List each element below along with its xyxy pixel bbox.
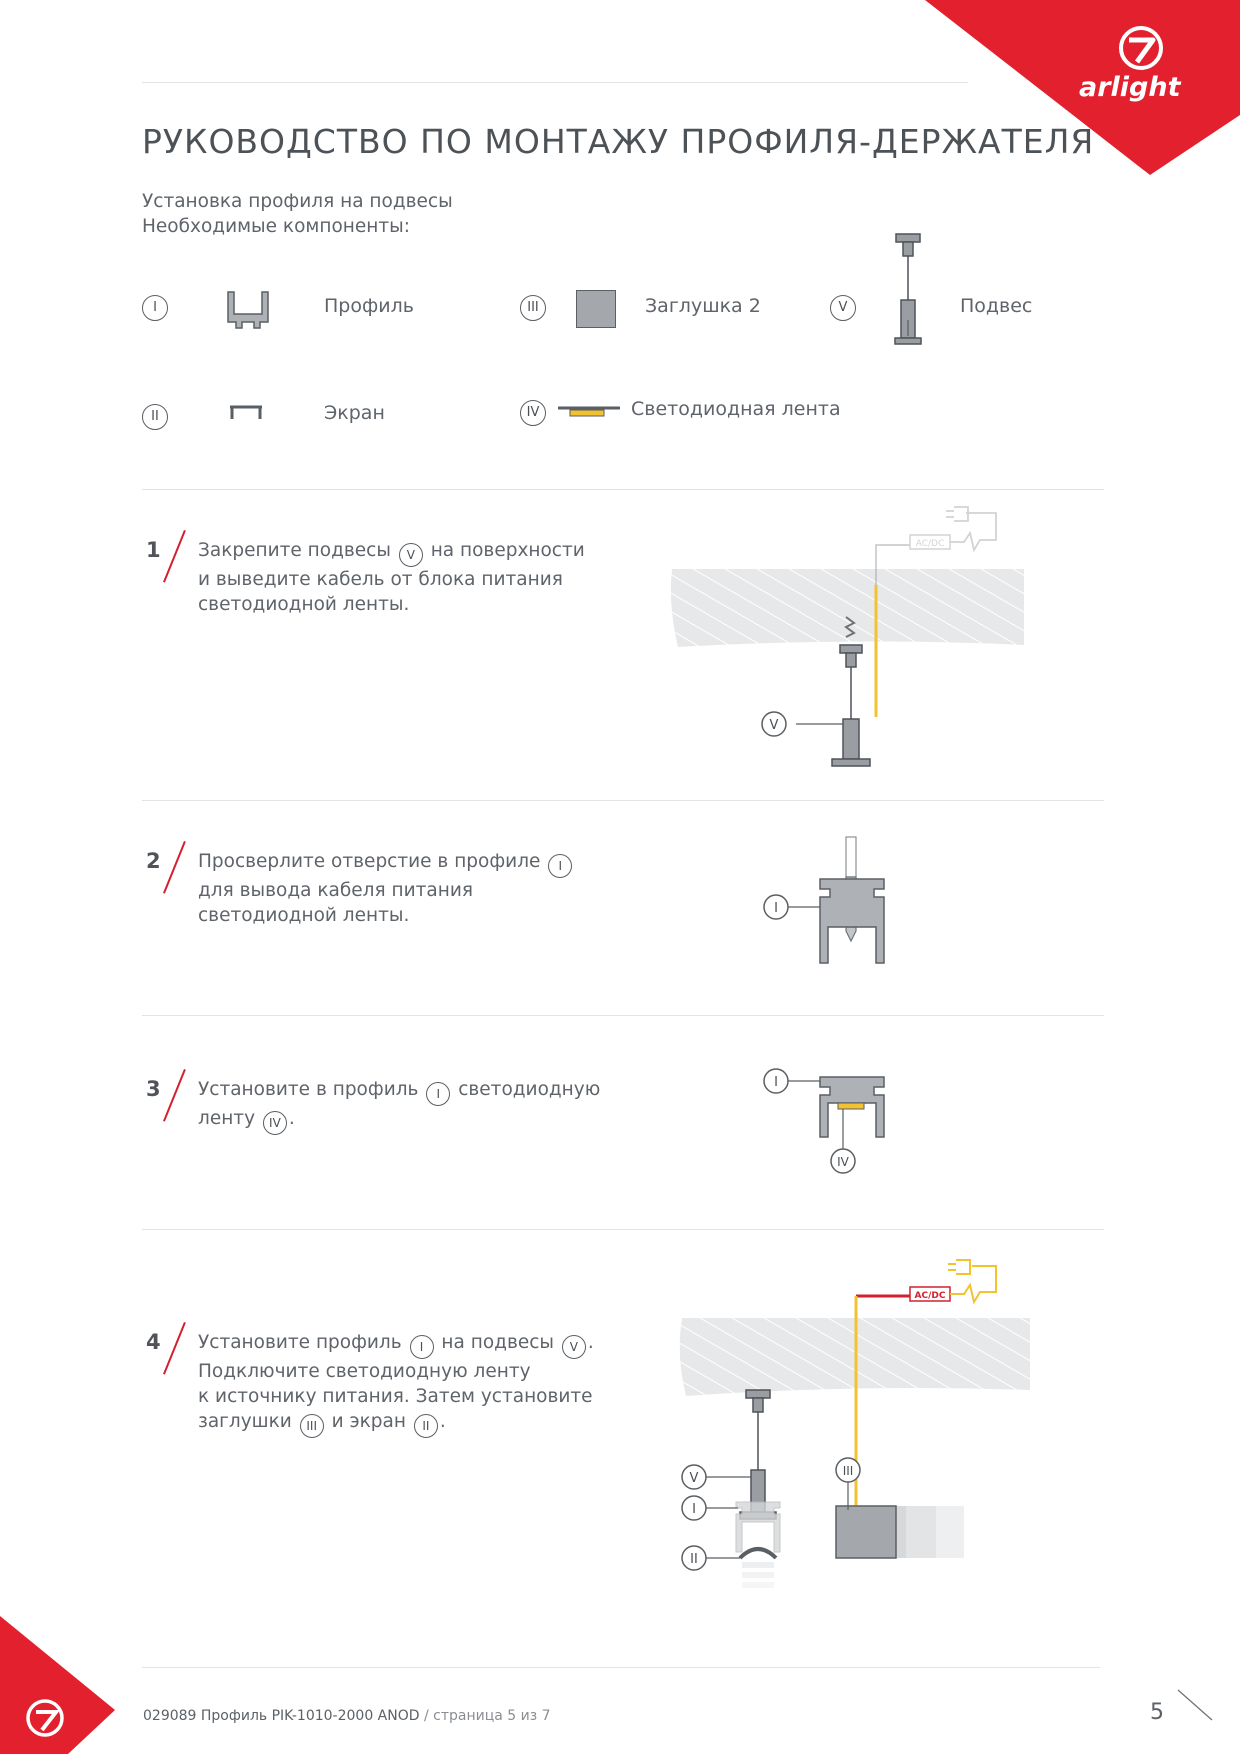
component-label: Экран <box>324 402 385 424</box>
step1-diagram <box>660 495 1060 780</box>
step-number: 4 <box>146 1330 161 1354</box>
led-strip-icon <box>556 404 622 422</box>
marker-ii: II <box>690 1552 698 1567</box>
step3-diagram <box>750 1065 900 1185</box>
step2-diagram <box>750 835 900 965</box>
component-label: Заглушка 2 <box>645 295 761 317</box>
page-title: РУКОВОДСТВО ПО МОНТАЖУ ПРОФИЛЯ-ДЕРЖАТЕЛЯ <box>142 122 1095 161</box>
logo-mark-icon <box>1117 24 1165 72</box>
brand-corner-bottom <box>0 1610 130 1754</box>
component-label: Профиль <box>324 295 414 317</box>
marker-v: V <box>689 1471 699 1486</box>
end-cap-group <box>836 1458 964 1558</box>
marker-v: V <box>769 718 779 733</box>
section-divider <box>142 489 1104 490</box>
header-divider <box>142 82 968 83</box>
step-number: 3 <box>146 1077 161 1101</box>
footer-divider <box>142 1667 1100 1668</box>
step-number: 1 <box>146 538 161 562</box>
marker-i: I <box>774 901 778 916</box>
component-label: Светодиодная лента <box>631 398 841 420</box>
suspension-mount <box>740 1390 776 1519</box>
marker-i: I <box>692 1502 696 1517</box>
footer-page-info: / страница 5 из 7 <box>419 1708 551 1724</box>
marker-iv: IV <box>263 1111 287 1135</box>
brand-name: arlight <box>1079 72 1181 103</box>
marker-iv: IV <box>837 1155 849 1169</box>
brand-logo[interactable] <box>1075 22 1225 107</box>
marker-v: V <box>562 1335 586 1359</box>
subtitle-mounting: Установка профиля на подвесы <box>142 191 453 212</box>
marker-ii: II <box>142 404 168 430</box>
marker-v: V <box>830 295 856 321</box>
light-rays <box>742 1562 774 1588</box>
marker-i: I <box>410 1335 434 1359</box>
page-number: 5 <box>1150 1700 1164 1725</box>
section-divider <box>142 1015 1104 1016</box>
marker-v: V <box>399 543 423 567</box>
marker-iv: IV <box>520 400 546 426</box>
step-text: Закрепите подвесы V на поверхности и выведите кабель от блока питания светодиодной ленты. <box>198 540 585 615</box>
marker-i: I <box>142 295 168 321</box>
screen-icon <box>228 404 264 422</box>
page-corner-slash <box>1176 1688 1216 1724</box>
section-divider <box>142 1229 1104 1230</box>
step-text: Установите в профиль I светодиодную ленту IV . <box>198 1077 600 1135</box>
step-number: 2 <box>146 849 161 873</box>
step-text: Установите профиль I на подвесы V . Подключите светодиодную ленту к источнику питания. Затем установите заглушки III и экран II . <box>198 1330 594 1438</box>
led-strip <box>838 1103 864 1109</box>
component-label: Подвес <box>960 295 1033 317</box>
step-slash <box>163 841 186 894</box>
marker-iii: III <box>520 295 546 321</box>
profile-section <box>820 879 884 963</box>
step4-diagram <box>660 1240 1080 1620</box>
end-cap-icon <box>576 290 616 328</box>
footer-text <box>143 1708 551 1724</box>
marker-i: I <box>548 854 572 878</box>
marker-i: I <box>774 1075 778 1090</box>
step-slash <box>163 1322 186 1375</box>
profile-section <box>736 1502 780 1552</box>
subtitle-components: Необходимые компоненты: <box>142 216 410 237</box>
acdc-label: AC/DC <box>915 539 945 549</box>
suspension-icon <box>893 232 923 348</box>
step-slash <box>163 530 186 583</box>
marker-i: I <box>426 1082 450 1106</box>
footer-product: 029089 Профиль PIK-1010-2000 ANOD <box>143 1708 420 1724</box>
power-supply-icon <box>856 1260 996 1302</box>
profile-icon <box>226 290 270 330</box>
acdc-label: AC/DC <box>914 1291 946 1301</box>
marker-iii: III <box>300 1414 324 1438</box>
step-slash <box>163 1069 186 1122</box>
marker-ii: II <box>414 1414 438 1438</box>
diffuser-screen <box>740 1549 776 1558</box>
section-divider <box>142 800 1104 801</box>
marker-iii: III <box>842 1464 854 1478</box>
step-text: Просверлите отверстие в профиле I для вывода кабеля питания светодиодной ленты. <box>198 849 574 928</box>
